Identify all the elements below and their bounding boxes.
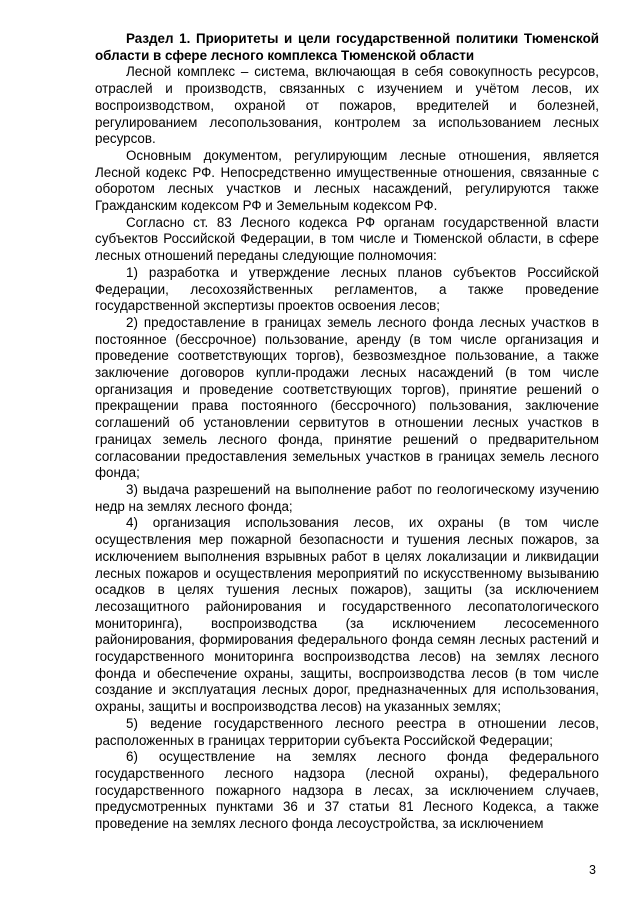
- list-item-6: 6) осуществление на землях лесного фонда федерального государственного лесного надзора (лесной охраны), федерального государственного пожарного надзора в лесах, за исключением случаев, предусмотренных пунктами 36 и 37 статьи 81 Лесного Кодекса, а также проведение на землях лесного фонда лесоустройства, за исключением: [95, 749, 599, 832]
- paragraph-main-document: Основным документом, регулирующим лесные отношения, является Лесной кодекс РФ. Непосредственно имущественные отношения, связанные с оборотом лесных участков и лесных насаждений, регулируются также Гражданским кодексом РФ и Земельным кодексом РФ.: [95, 147, 599, 214]
- list-item-3: 3) выдача разрешений на выполнение работ по геологическому изучению недр на землях лесного фонда;: [95, 481, 599, 514]
- document-body: [95, 31, 599, 833]
- paragraph-article-83: Согласно ст. 83 Лесного кодекса РФ органам государственной власти субъектов Российской Федерации, в том числе и Тюменской области, в сфере лесных отношений переданы следующие полномочия:: [95, 214, 599, 264]
- page-number: 3: [589, 863, 596, 877]
- list-item-1: 1) разработка и утверждение лесных планов субъектов Российской Федерации, лесохозяйственных регламентов, а также проведение государственной экспертизы проектов освоения лесов;: [95, 264, 599, 314]
- list-item-4: 4) организация использования лесов, их охраны (в том числе осуществления мер пожарной безопасности и тушения лесных пожаров, за исключением выполнения взрывных работ в целях локализации и ликвидации лесных пожаров и осуществления мероприятий по искусственному вызыванию осадков в целях тушения лесных пожаров), защиты (за исключением лесозащитного районирования и государственного лесопатологического мониторинга), воспроизводства (за исключением лесосеменного районирования, формирования федерального фонда семян лесных растений и государственного мониторинга воспроизводства лесов) на землях лесного фонда и обеспечение охраны, защиты, воспроизводства лесов (в том числе создание и эксплуатация лесных дорог, предназначенных для использования, охраны, защиты и воспроизводства лесов) на указанных землях;: [95, 515, 599, 715]
- paragraph-forest-complex-definition: Лесной комплекс – система, включающая в себя совокупность ресурсов, отраслей и производств, связанных с изучением и учётом лесов, их воспроизводством, охраной от пожаров, вредителей и болезней, регулированием лесопользования, контролем за использованием лесных ресурсов.: [95, 64, 599, 147]
- list-item-2: 2) предоставление в границах земель лесного фонда лесных участков в постоянное (бессрочное) пользование, аренду (в том числе организация и проведение соответствующих торгов), безвозмездное пользование, а также заключение договоров купли-продажи лесных насаждений (в том числе организация и проведение соответствующих торгов), принятие решений о прекращении права постоянного (бессрочного) пользования, заключение соглашений об установлении сервитутов в отношении лесных участков в границах земель лесного фонда, принятие решений о предварительном согласовании предоставления земельных участков в границах земель лесного фонда;: [95, 314, 599, 481]
- list-item-5: 5) ведение государственного лесного реестра в отношении лесов, расположенных в границах территории субъекта Российской Федерации;: [95, 715, 599, 748]
- section-heading: Раздел 1. Приоритеты и цели государственной политики Тюменской области в сфере лесного комплекса Тюменской области: [95, 31, 599, 63]
